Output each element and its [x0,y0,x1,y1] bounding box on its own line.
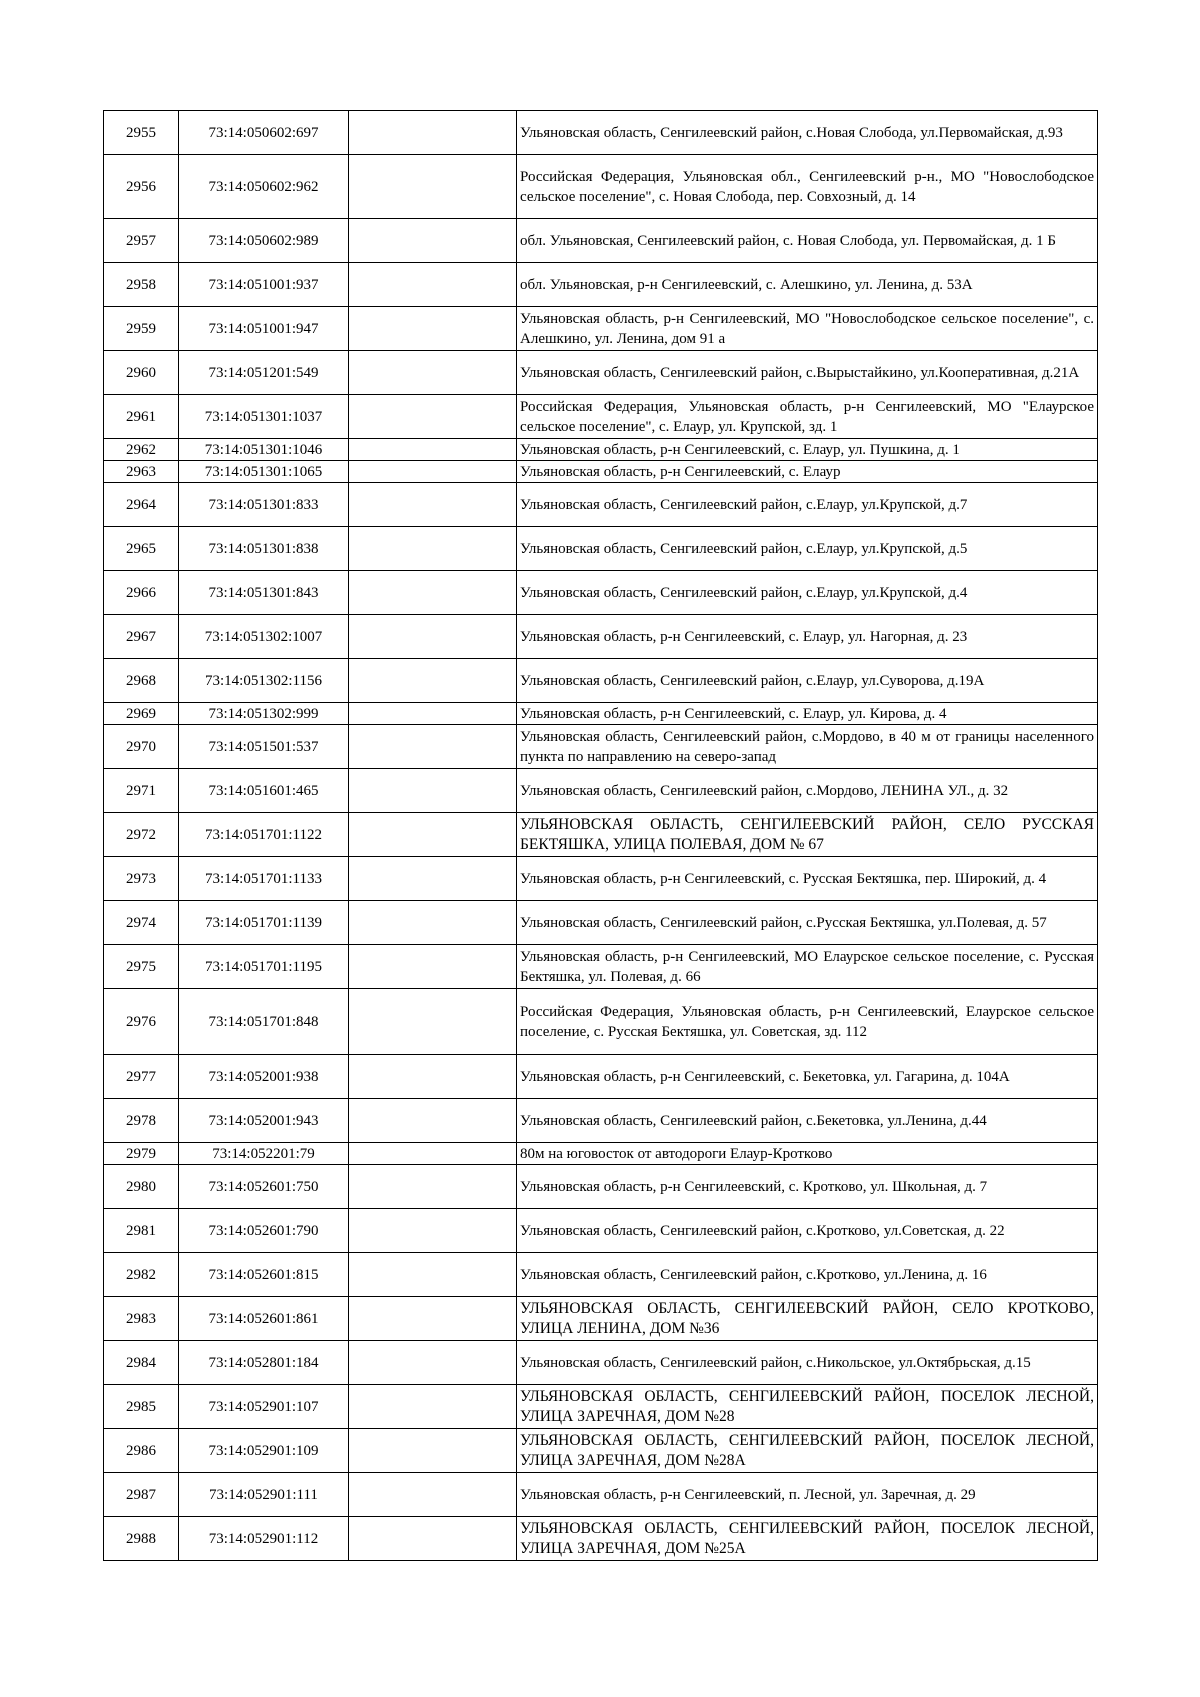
cadastral-number-cell: 73:14:052901:107 [179,1385,349,1429]
empty-cell [349,1517,517,1561]
address-cell: Ульяновская область, р-н Сенгилеевский, с. Кротково, ул. Школьная, д. 7 [517,1165,1098,1209]
cadastral-number-cell: 73:14:051301:833 [179,483,349,527]
table-row [104,1055,1098,1099]
row-number-cell: 2978 [104,1099,179,1143]
cadastral-number-cell: 73:14:052001:938 [179,1055,349,1099]
address-cell: Ульяновская область, Сенгилеевский район, с.Никольское, ул.Октябрьская, д.15 [517,1341,1098,1385]
empty-cell [349,1165,517,1209]
address-cell: Ульяновская область, Сенгилеевский район, с.Кротково, ул.Ленина, д. 16 [517,1253,1098,1297]
table-row [104,111,1098,155]
table-row [104,155,1098,219]
cadastral-number-cell: 73:14:051701:1133 [179,857,349,901]
table-row [104,527,1098,571]
address-cell: УЛЬЯНОВСКАЯ ОБЛАСТЬ, СЕНГИЛЕЕВСКИЙ РАЙОН, СЕЛО РУССКАЯ БЕКТЯШКА, УЛИЦА ПОЛЕВАЯ, ДОМ № 67 [517,813,1098,857]
table-row [104,1209,1098,1253]
address-cell: Ульяновская область, Сенгилеевский район, с.Мордово, в 40 м от границы населенного пункта по направлению на северо-запад [517,725,1098,769]
registry-table-body [104,111,1098,1561]
row-number-cell: 2971 [104,769,179,813]
table-row [104,263,1098,307]
row-number-cell: 2960 [104,351,179,395]
row-number-cell: 2968 [104,659,179,703]
empty-cell [349,263,517,307]
row-number-cell: 2965 [104,527,179,571]
address-cell: Российская Федерация, Ульяновская обл., Сенгилеевский р-н., МО "Новослободское сельское поселение", с. Новая Слобода, пер. Совхозный, д. 14 [517,155,1098,219]
cadastral-number-cell: 73:14:051301:843 [179,571,349,615]
table-row [104,1165,1098,1209]
cadastral-number-cell: 73:14:051302:1007 [179,615,349,659]
cadastral-number-cell: 73:14:052001:943 [179,1099,349,1143]
table-row [104,439,1098,461]
address-cell: Ульяновская область, Сенгилеевский район, с.Елаур, ул.Крупской, д.7 [517,483,1098,527]
address-cell: Ульяновская область, Сенгилеевский район, с.Бекетовка, ул.Ленина, д.44 [517,1099,1098,1143]
row-number-cell: 2985 [104,1385,179,1429]
row-number-cell: 2986 [104,1429,179,1473]
row-number-cell: 2976 [104,989,179,1055]
cadastral-number-cell: 73:14:051301:1046 [179,439,349,461]
row-number-cell: 2964 [104,483,179,527]
cadastral-number-cell: 73:14:051302:999 [179,703,349,725]
empty-cell [349,901,517,945]
row-number-cell: 2977 [104,1055,179,1099]
table-row [104,901,1098,945]
cadastral-number-cell: 73:14:051301:1065 [179,461,349,483]
address-cell: Ульяновская область, Сенгилеевский район, с.Кротково, ул.Советская, д. 22 [517,1209,1098,1253]
cadastral-number-cell: 73:14:051701:1139 [179,901,349,945]
address-cell: Ульяновская область, р-н Сенгилеевский, с. Елаур [517,461,1098,483]
empty-cell [349,813,517,857]
row-number-cell: 2982 [104,1253,179,1297]
address-cell: Ульяновская область, р-н Сенгилеевский, с. Елаур, ул. Пушкина, д. 1 [517,439,1098,461]
address-cell: Ульяновская область, Сенгилеевский район, с.Елаур, ул.Крупской, д.4 [517,571,1098,615]
table-row [104,1429,1098,1473]
row-number-cell: 2966 [104,571,179,615]
cadastral-number-cell: 73:14:051001:937 [179,263,349,307]
address-cell: Ульяновская область, р-н Сенгилеевский, с. Бекетовка, ул. Гагарина, д. 104А [517,1055,1098,1099]
row-number-cell: 2969 [104,703,179,725]
row-number-cell: 2958 [104,263,179,307]
row-number-cell: 2983 [104,1297,179,1341]
address-cell: Ульяновская область, р-н Сенгилеевский, с. Русская Бектяшка, пер. Широкий, д. 4 [517,857,1098,901]
address-cell: Ульяновская область, Сенгилеевский район, с.Новая Слобода, ул.Первомайская, д.93 [517,111,1098,155]
empty-cell [349,1209,517,1253]
empty-cell [349,571,517,615]
table-row [104,1253,1098,1297]
address-cell: Ульяновская область, Сенгилеевский район, с.Мордово, ЛЕНИНА УЛ., д. 32 [517,769,1098,813]
registry-table [103,110,1098,1561]
table-row [104,945,1098,989]
address-cell: обл. Ульяновская, р-н Сенгилеевский, с. Алешкино, ул. Ленина, д. 53А [517,263,1098,307]
address-cell: Ульяновская область, р-н Сенгилеевский, п. Лесной, ул. Заречная, д. 29 [517,1473,1098,1517]
empty-cell [349,1429,517,1473]
address-cell: Российская Федерация, Ульяновская область, р-н Сенгилеевский, МО "Елаурское сельское поселение", с. Елаур, ул. Крупской, зд. 1 [517,395,1098,439]
address-cell: 80м на юговосток от автодороги Елаур-Кротково [517,1143,1098,1165]
address-cell: УЛЬЯНОВСКАЯ ОБЛАСТЬ, СЕНГИЛЕЕВСКИЙ РАЙОН, ПОСЕЛОК ЛЕСНОЙ, УЛИЦА ЗАРЕЧНАЯ, ДОМ №25А [517,1517,1098,1561]
row-number-cell: 2972 [104,813,179,857]
address-cell: Ульяновская область, Сенгилеевский район, с.Русская Бектяшка, ул.Полевая, д. 57 [517,901,1098,945]
empty-cell [349,989,517,1055]
row-number-cell: 2973 [104,857,179,901]
empty-cell [349,945,517,989]
table-row [104,1385,1098,1429]
row-number-cell: 2956 [104,155,179,219]
table-row [104,769,1098,813]
table-row [104,461,1098,483]
cadastral-number-cell: 73:14:052601:815 [179,1253,349,1297]
empty-cell [349,395,517,439]
row-number-cell: 2988 [104,1517,179,1561]
address-cell: Ульяновская область, р-н Сенгилеевский, с. Елаур, ул. Нагорная, д. 23 [517,615,1098,659]
row-number-cell: 2975 [104,945,179,989]
table-row [104,989,1098,1055]
empty-cell [349,703,517,725]
address-cell: УЛЬЯНОВСКАЯ ОБЛАСТЬ, СЕНГИЛЕЕВСКИЙ РАЙОН, ПОСЕЛОК ЛЕСНОЙ, УЛИЦА ЗАРЕЧНАЯ, ДОМ №28А [517,1429,1098,1473]
table-row [104,615,1098,659]
row-number-cell: 2980 [104,1165,179,1209]
table-row [104,483,1098,527]
cadastral-number-cell: 73:14:052801:184 [179,1341,349,1385]
table-row [104,725,1098,769]
empty-cell [349,461,517,483]
cadastral-number-cell: 73:14:052601:790 [179,1209,349,1253]
table-row [104,813,1098,857]
empty-cell [349,857,517,901]
address-cell: Ульяновская область, Сенгилеевский район, с.Елаур, ул.Суворова, д.19А [517,659,1098,703]
table-row [104,703,1098,725]
empty-cell [349,1055,517,1099]
address-cell: обл. Ульяновская, Сенгилеевский район, с. Новая Слобода, ул. Первомайская, д. 1 Б [517,219,1098,263]
cadastral-number-cell: 73:14:051701:848 [179,989,349,1055]
empty-cell [349,155,517,219]
address-cell: УЛЬЯНОВСКАЯ ОБЛАСТЬ, СЕНГИЛЕЕВСКИЙ РАЙОН, ПОСЕЛОК ЛЕСНОЙ, УЛИЦА ЗАРЕЧНАЯ, ДОМ №28 [517,1385,1098,1429]
empty-cell [349,307,517,351]
empty-cell [349,1099,517,1143]
cadastral-number-cell: 73:14:050602:962 [179,155,349,219]
table-row [104,857,1098,901]
address-cell: УЛЬЯНОВСКАЯ ОБЛАСТЬ, СЕНГИЛЕЕВСКИЙ РАЙОН, СЕЛО КРОТКОВО, УЛИЦА ЛЕНИНА, ДОМ №36 [517,1297,1098,1341]
cadastral-number-cell: 73:14:051301:838 [179,527,349,571]
empty-cell [349,725,517,769]
empty-cell [349,659,517,703]
table-row [104,571,1098,615]
table-row [104,1517,1098,1561]
cadastral-number-cell: 73:14:052901:112 [179,1517,349,1561]
row-number-cell: 2955 [104,111,179,155]
cadastral-number-cell: 73:14:051302:1156 [179,659,349,703]
cadastral-number-cell: 73:14:051701:1195 [179,945,349,989]
table-row [104,1341,1098,1385]
cadastral-number-cell: 73:14:052601:750 [179,1165,349,1209]
table-row [104,219,1098,263]
cadastral-number-cell: 73:14:050602:697 [179,111,349,155]
table-row [104,307,1098,351]
row-number-cell: 2957 [104,219,179,263]
empty-cell [349,1253,517,1297]
row-number-cell: 2963 [104,461,179,483]
address-cell: Ульяновская область, р-н Сенгилеевский, МО Елаурское сельское поселение, с. Русская Бектяшка, ул. Полевая, д. 66 [517,945,1098,989]
empty-cell [349,351,517,395]
empty-cell [349,219,517,263]
empty-cell [349,615,517,659]
empty-cell [349,1341,517,1385]
empty-cell [349,1473,517,1517]
empty-cell [349,483,517,527]
row-number-cell: 2970 [104,725,179,769]
empty-cell [349,439,517,461]
address-cell: Ульяновская область, Сенгилеевский район, с.Елаур, ул.Крупской, д.5 [517,527,1098,571]
table-row [104,1099,1098,1143]
cadastral-number-cell: 73:14:051601:465 [179,769,349,813]
cadastral-number-cell: 73:14:052901:109 [179,1429,349,1473]
cadastral-number-cell: 73:14:052601:861 [179,1297,349,1341]
row-number-cell: 2979 [104,1143,179,1165]
address-cell: Ульяновская область, Сенгилеевский район, с.Вырыстайкино, ул.Кооперативная, д.21А [517,351,1098,395]
address-cell: Ульяновская область, р-н Сенгилеевский, МО "Новослободское сельское поселение", с. Алешкино, ул. Ленина, дом 91 а [517,307,1098,351]
table-row [104,659,1098,703]
cadastral-number-cell: 73:14:051201:549 [179,351,349,395]
row-number-cell: 2959 [104,307,179,351]
table-row [104,1297,1098,1341]
cadastral-number-cell: 73:14:051001:947 [179,307,349,351]
cadastral-number-cell: 73:14:051701:1122 [179,813,349,857]
empty-cell [349,527,517,571]
cadastral-number-cell: 73:14:050602:989 [179,219,349,263]
address-cell: Ульяновская область, р-н Сенгилеевский, с. Елаур, ул. Кирова, д. 4 [517,703,1098,725]
empty-cell [349,1385,517,1429]
empty-cell [349,1143,517,1165]
row-number-cell: 2961 [104,395,179,439]
table-row [104,1473,1098,1517]
empty-cell [349,769,517,813]
table-row [104,351,1098,395]
cadastral-number-cell: 73:14:051301:1037 [179,395,349,439]
empty-cell [349,111,517,155]
cadastral-number-cell: 73:14:052901:111 [179,1473,349,1517]
cadastral-number-cell: 73:14:051501:537 [179,725,349,769]
row-number-cell: 2984 [104,1341,179,1385]
row-number-cell: 2974 [104,901,179,945]
row-number-cell: 2987 [104,1473,179,1517]
row-number-cell: 2981 [104,1209,179,1253]
table-row [104,395,1098,439]
table-row [104,1143,1098,1165]
empty-cell [349,1297,517,1341]
row-number-cell: 2967 [104,615,179,659]
address-cell: Российская Федерация, Ульяновская область, р-н Сенгилеевский, Елаурское сельское поселение, с. Русская Бектяшка, ул. Советская, зд. 112 [517,989,1098,1055]
cadastral-number-cell: 73:14:052201:79 [179,1143,349,1165]
row-number-cell: 2962 [104,439,179,461]
